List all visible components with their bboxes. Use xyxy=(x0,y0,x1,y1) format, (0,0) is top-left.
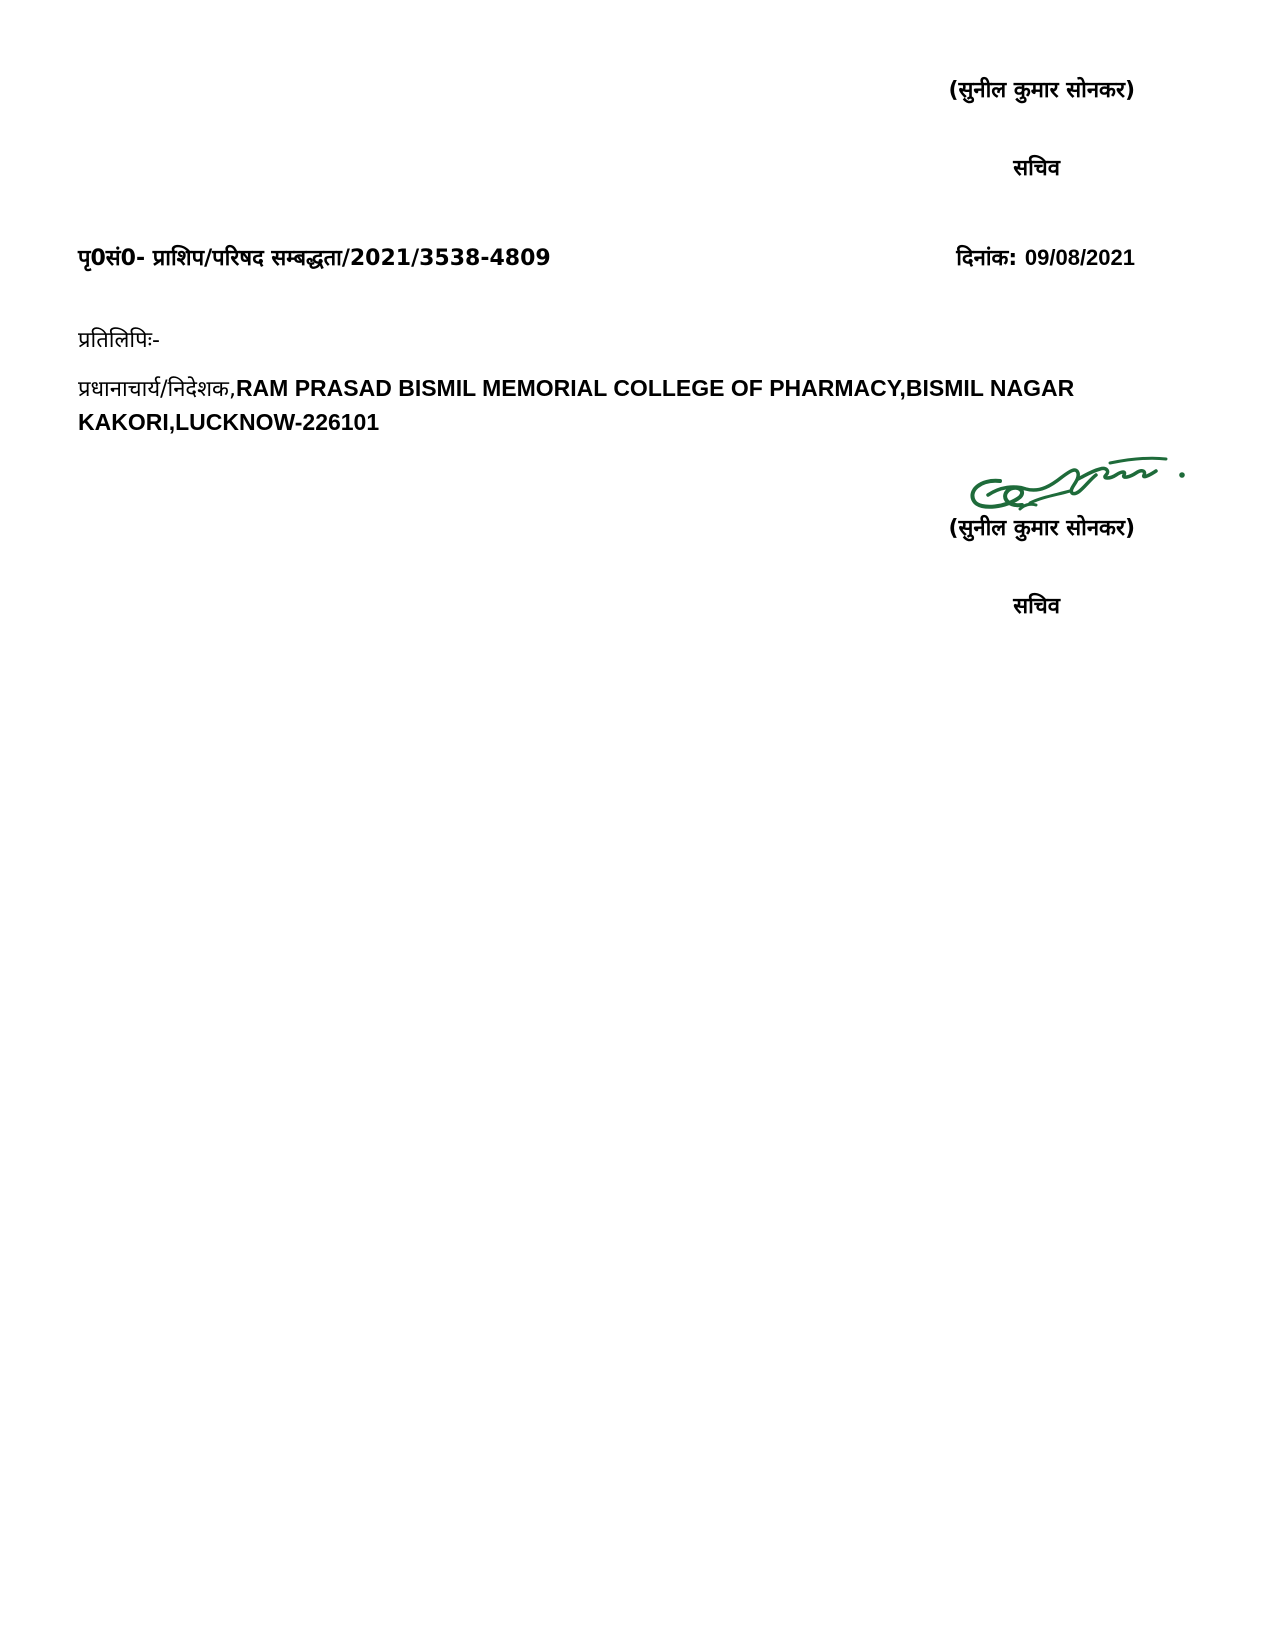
copy-heading: प्रतिलिपिः- xyxy=(78,328,160,353)
reference-number: पृ0सं0- प्राशिप/परिषद सम्बद्धता/2021/3538-4809 xyxy=(78,246,551,271)
top-signatory-designation: सचिव xyxy=(1013,156,1060,181)
date-label: दिनांक: xyxy=(956,246,1018,271)
bottom-signatory-name: (सुनील कुमार सोनकर) xyxy=(948,516,1135,541)
recipient-name: RAM PRASAD BISMIL MEMORIAL COLLEGE OF PHARMACY,BISMIL NAGAR KAKORI,LUCKNOW-226101 xyxy=(78,375,1075,435)
reference-date xyxy=(956,242,1135,272)
bottom-signatory-designation: सचिव xyxy=(1013,594,1060,619)
date-value: 09/08/2021 xyxy=(1024,245,1135,270)
recipient xyxy=(78,372,1188,440)
top-signatory-name: (सुनील कुमार सोनकर) xyxy=(948,78,1135,103)
recipient-prefix: प्रधानाचार्य/निदेशक, xyxy=(78,377,236,402)
